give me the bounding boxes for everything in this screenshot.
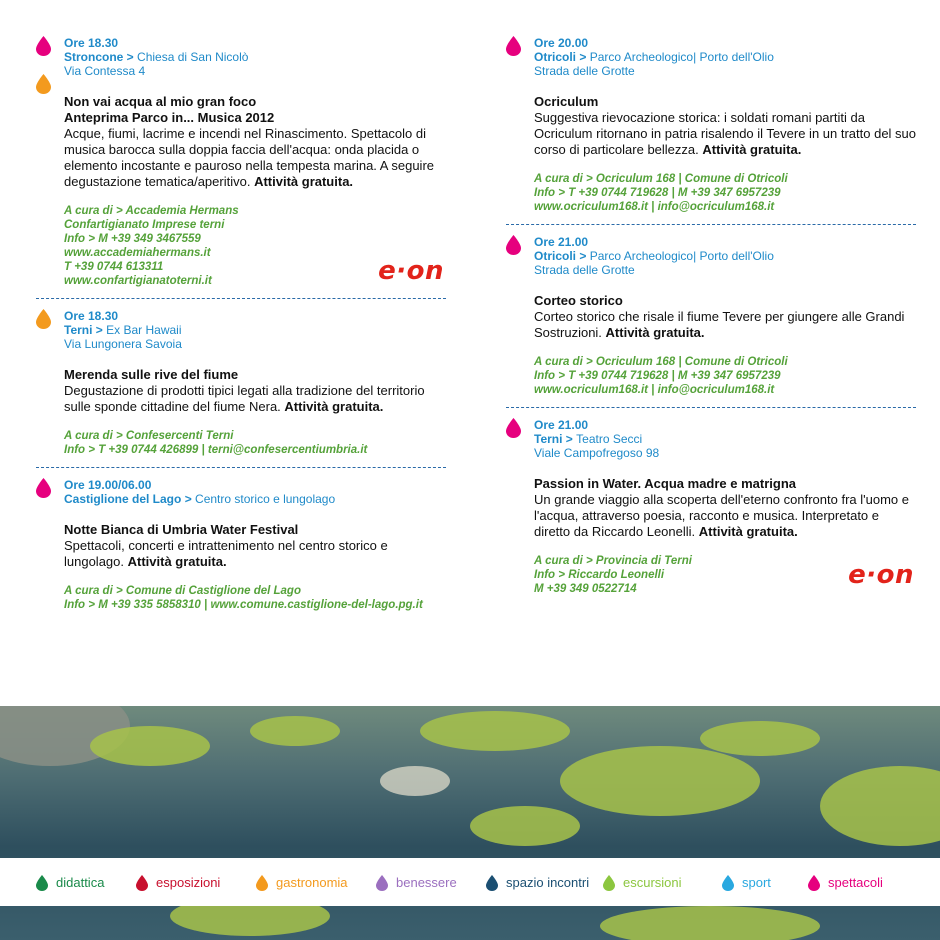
event-time: Ore 18.30 [64,309,119,323]
info-label: Info > [534,370,565,382]
info-label: Info > [534,569,565,581]
info-text: Accademia Hermans [125,205,239,217]
drop-icon [36,74,51,94]
event-description: Degustazione di prodotti tipici legati alla tradizione del territorio sulle sponde cittadine del fiume Nera. [64,383,425,414]
legend-item [808,875,883,891]
legend-label: spazio incontri [506,875,590,890]
event-time: Ore 18.30 [64,36,119,50]
free-activity-label: Attività gratuita. [702,142,802,157]
drop-icon [506,36,521,56]
event-place: Parco Archeologico| Porto dell'Olio [589,50,774,64]
event-city: Terni [64,323,93,337]
drop-icon [36,36,51,56]
event-place: Chiesa di San Nicolò [137,50,249,64]
info-text: www.accademiahermans.it [64,247,211,259]
category-legend [0,858,940,906]
info-text: www.ocriculum168.it | info@ocriculum168.it [534,384,775,396]
legend-item [376,875,457,891]
drop-icon [36,478,51,498]
legend-label: escursioni [623,875,682,890]
event-time: Ore 21.00 [534,418,589,432]
event-info-line [64,598,446,612]
info-label: A cura di > [64,585,123,597]
info-label: A cura di > [64,205,123,217]
left-column [36,36,446,622]
free-activity-label: Attività gratuita. [605,325,705,340]
eon-logo: e·on [378,256,444,286]
drop-icon [36,309,51,329]
info-label: A cura di > [534,356,593,368]
legend-label: didattica [56,875,105,890]
info-label: A cura di > [534,555,593,567]
free-activity-label: Attività gratuita. [698,524,798,539]
info-text: Confartigianato Imprese terni [64,219,225,231]
right-column [506,36,916,606]
event-time: Ore 21.00 [534,235,589,249]
event-block: Ore 18.30 Terni > Ex Bar Hawaii Via Lungonera Savoia Merenda sulle rive del fiume Degustazione di prodotti tipici legati alla tradizione del territorio sulle sponde cittadine del fiume Nera. Attività gratuita. A cura di > Confesercenti Terni Info > T +39 0744 426899 | terni@confesercentiumbria.it [36,298,446,467]
event-info-line [534,369,916,383]
event-info-line [64,232,446,246]
event-title: Merenda sulle rive del fiume [64,367,239,382]
info-text: M +39 335 5858310 | www.comune.castiglione-del-lago.pg.it [98,599,423,611]
info-text: T +39 0744 719628 | M +39 347 6957239 [568,370,781,382]
info-text: Ocriculum 168 | Comune di Otricoli [595,356,788,368]
event-place: Teatro Secci [576,432,643,446]
info-text: T +39 0744 719628 | M +39 347 6957239 [568,187,781,199]
event-time: Ore 19.00/06.00 [64,478,152,492]
info-text: T +39 0744 426899 | terni@confesercentiumbria.it [98,444,368,456]
event-block: Ore 21.00 Terni > Teatro Secci Viale Campofregoso 98 Passion in Water. Acqua madre e matrigna Un grande viaggio alla scoperta dell'eterno confronto fra l'uomo e l'acqua, attraverso poesia, racconto e musica. Interpretato e diretto da Riccardo Leonelli. Attività gratuita. A cura di > Provincia di Terni Info > Riccardo Leonelli M +39 349 0522714 e·on [506,407,916,606]
event-block: Ore 20.00 Otricoli > Parco Archeologico| Porto dell'Olio Strada delle Grotte Ocriculum Suggestiva rievocazione storica: i soldati romani partiti da Ocriculum ritornano in patria risalendo il Tevere in un tratto del suo corso di particolare bellezza. Attività gratuita. A cura di > Ocriculum 168 | Comune di Otricoli Info > T +39 0744 719628 | M +39 347 6957239 www.ocriculum168.it | info@ocriculum168.it [506,36,916,224]
info-label: A cura di > [534,173,593,185]
event-block: Ore 18.30 Stroncone > Chiesa di San Nicolò Via Contessa 4 Non vai acqua al mio gran foco Anteprima Parco in... Musica 2012 Acque, fiumi, lacrime e incendi nel Rinascimento. Spettacolo di musica barocca sulla doppia faccia dell'acqua: onda placida o elemento incostante e pauroso nella tempesta marina. A seguire degustazione tematica/aperitivo. Attività gratuita. A cura di > Accademia Hermans Confartigianato Imprese terni Info > M +39 349 3467559 www.accademiahermans.it T +39 0744 613311 www.confartigianatoterni.it e·on [36,36,446,298]
info-text: www.ocriculum168.it | info@ocriculum168.it [534,201,775,213]
info-label: Info > [534,187,565,199]
event-info-line [534,186,916,200]
drop-icon [506,235,521,255]
event-address: Strada delle Grotte [534,64,635,78]
legend-item [603,875,682,891]
legend-item [136,875,220,891]
legend-label: benessere [396,875,457,890]
event-title: Notte Bianca di Umbria Water Festival [64,522,299,537]
eon-logo: e·on [848,560,914,590]
drop-icon [486,875,506,890]
event-title: Ocriculum [534,94,599,109]
drop-icon [603,875,623,890]
event-city: Otricoli [534,249,577,263]
event-title: Passion in Water. Acqua madre e matrigna [534,476,797,491]
drop-icon [36,875,56,890]
info-label: Info > [64,233,95,245]
event-address: Strada delle Grotte [534,263,635,277]
event-info-line [534,355,916,369]
event-city: Terni [534,432,563,446]
event-description: Acque, fiumi, lacrime e incendi nel Rinascimento. Spettacolo di musica barocca sulla doppia faccia dell'acqua: onda placida o elemento incostante e pauroso nella tempesta marina. A seguire degustazione tematica/aperitivo. [64,126,435,189]
event-description: Corteo storico che risale il fiume Tevere per giungere alle Grandi Sostruzioni. [534,309,905,340]
legend-label: gastronomia [276,875,348,890]
info-text: www.confartigianatoterni.it [64,275,212,287]
event-city: Castiglione del Lago [64,492,182,506]
event-block: Ore 21.00 Otricoli > Parco Archeologico| Porto dell'Olio Strada delle Grotte Corteo storico Corteo storico che risale il fiume Tevere per giungere alle Grandi Sostruzioni. Attività gratuita. A cura di > Ocriculum 168 | Comune di Otricoli Info > T +39 0744 719628 | M +39 347 6957239 www.ocriculum168.it | info@ocriculum168.it [506,224,916,407]
event-info-line [64,218,446,232]
legend-item [256,875,348,891]
event-city: Otricoli [534,50,577,64]
info-text: M +39 349 0522714 [534,583,637,595]
event-description: Spettacoli, concerti e intrattenimento nel centro storico e lungolago. [64,538,388,569]
info-text: Provincia di Terni [595,555,692,567]
drop-icon [256,875,276,890]
info-text: M +39 349 3467559 [98,233,201,245]
info-text: Comune di Castiglione del Lago [125,585,301,597]
legend-label: sport [742,875,771,890]
free-activity-label: Attività gratuita. [284,399,384,414]
free-activity-label: Attività gratuita. [254,174,354,189]
event-info-line [64,429,446,443]
event-info-line [64,204,446,218]
legend-item [36,875,104,891]
info-text: Confesercenti Terni [125,430,234,442]
drop-icon [506,418,521,438]
free-activity-label: Attività gratuita. [127,554,227,569]
legend-item [486,875,589,891]
event-info-line [64,443,446,457]
event-address: Via Lungonera Savoia [64,337,182,351]
event-city: Stroncone [64,50,124,64]
event-info-line [534,383,916,397]
legend-label: spettacoli [828,875,883,890]
event-title: Non vai acqua al mio gran foco [64,94,257,109]
event-address: Viale Campofregoso 98 [534,446,660,460]
event-time: Ore 20.00 [534,36,589,50]
drop-icon [376,875,396,890]
drop-icon [722,875,742,890]
event-info-line [534,200,916,214]
event-place: Ex Bar Hawaii [106,323,182,337]
info-label: Info > [64,444,95,456]
event-info-line [534,172,916,186]
event-place: Centro storico e lungolago [195,492,336,506]
event-address: Via Contessa 4 [64,64,146,78]
event-title: Anteprima Parco in... Musica 2012 [64,110,275,125]
drop-icon [136,875,156,890]
event-description: Suggestiva rievocazione storica: i soldati romani partiti da Ocriculum ritornano in patria risalendo il Tevere in un tratto del suo corso di particolare bellezza. [534,110,917,157]
drop-icon [808,875,828,890]
event-info-line [64,584,446,598]
info-label: Info > [64,599,95,611]
legend-item [722,875,771,891]
event-place: Parco Archeologico| Porto dell'Olio [589,249,774,263]
legend-label: esposizioni [156,875,221,890]
info-text: Riccardo Leonelli [568,569,665,581]
event-block: Ore 19.00/06.00 Castiglione del Lago > Centro storico e lungolago Notte Bianca di Umbria Water Festival Spettacoli, concerti e intrattenimento nel centro storico e lungolago. Attività gratuita. A cura di > Comune di Castiglione del Lago Info > M +39 335 5858310 | www.comune.castiglione-del-lago.pg.it [36,467,446,622]
event-description: Un grande viaggio alla scoperta dell'eterno confronto fra l'uomo e l'acqua, attraverso poesia, racconto e musica. Interpretato e diretto da Riccardo Leonelli. [534,492,909,539]
event-title: Corteo storico [534,293,623,308]
info-text: T +39 0744 613311 [64,261,164,273]
info-label: A cura di > [64,430,123,442]
info-text: Ocriculum 168 | Comune di Otricoli [595,173,788,185]
